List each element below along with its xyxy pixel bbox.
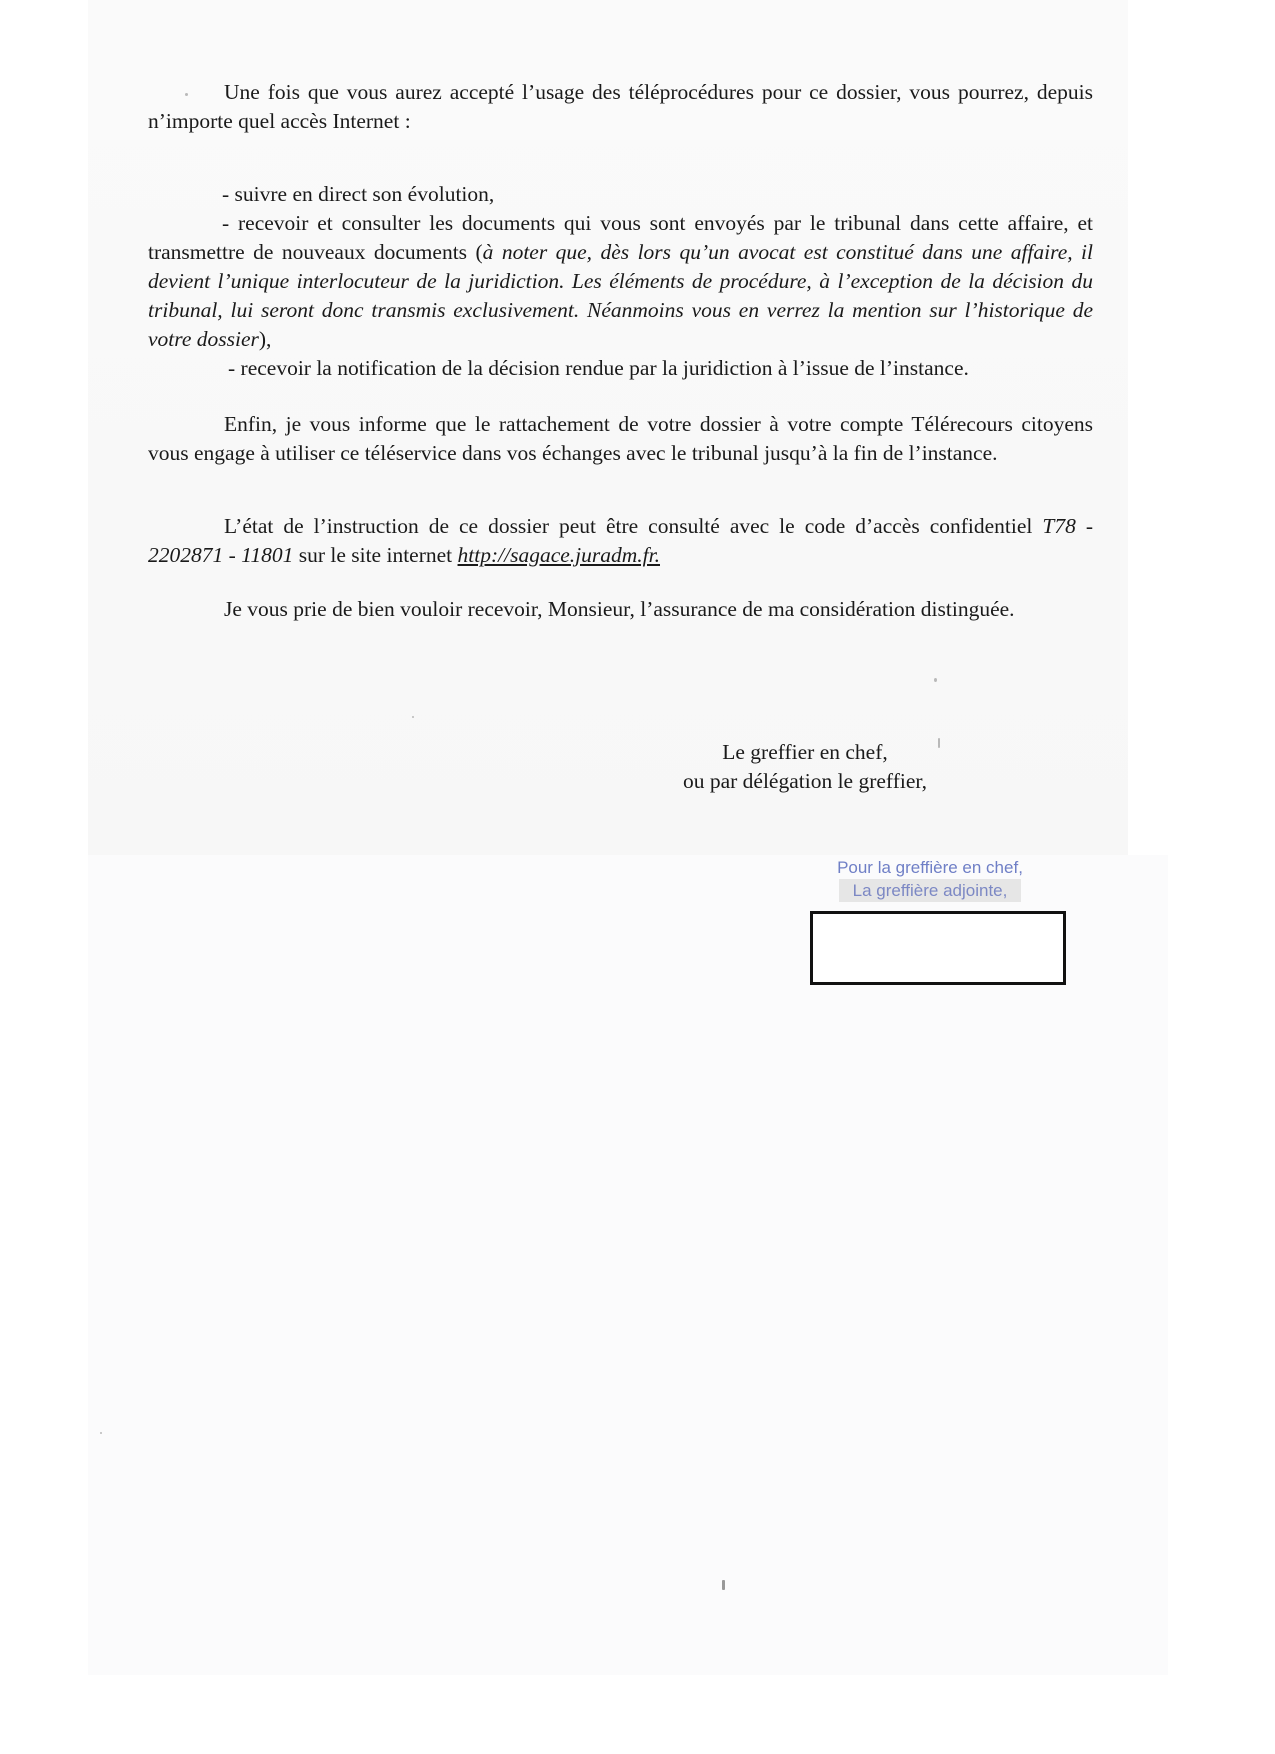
- stamp-line-2: La greffière adjointe,: [839, 879, 1022, 902]
- scan-speck: [934, 678, 937, 682]
- scan-speck: [100, 1432, 102, 1434]
- letter-body: [148, 78, 1093, 624]
- paragraph-access-code: [148, 512, 1093, 570]
- scan-speck: [185, 93, 188, 96]
- scan-speck: [722, 1580, 725, 1590]
- paragraph-closing: Je vous prie de bien vouloir recevoir, Monsieur, l’assurance de ma considération distinguée.: [224, 597, 1015, 621]
- sagace-link[interactable]: http://sagace.juradm.fr.: [457, 543, 660, 567]
- redacted-signature-box: [810, 911, 1066, 985]
- scan-speck: [938, 738, 940, 748]
- signature-block: [545, 738, 1065, 796]
- list-item-documents: [148, 209, 1093, 354]
- access-code: T78 - 2202871 - 11801: [148, 514, 1093, 567]
- list-item-documents-end: ),: [258, 327, 272, 351]
- paragraph-telerecours: Enfin, je vous informe que le rattachement de votre dossier à votre compte Télérecours citoyens vous engage à utiliser ce téléservice dans vos échanges avec le tribunal jusqu’à la fin de l’instance.: [148, 412, 1093, 465]
- access-code-mid: sur le site internet: [293, 543, 458, 567]
- access-code-intro: L’état de l’instruction de ce dossier peut être consulté avec le code d’accès confidentiel: [224, 514, 1043, 538]
- list-item-follow: - suivre en direct son évolution,: [222, 182, 495, 206]
- stamp-line-1: Pour la greffière en chef,: [837, 858, 1023, 877]
- paragraph-teleprocedures: Une fois que vous aurez accepté l’usage des téléprocédures pour ce dossier, vous pourrez, depuis n’importe quel accès Internet :: [148, 80, 1093, 133]
- lawyer-note: à noter que, dès lors qu’un avocat est constitué dans une affaire, il devient l’unique interlocuteur de la juridiction. Les éléments de procédure, à l’exception de la décision du tribunal, lui seront donc transmis exclusivement. Néanmoins vous en verrez la mention sur l’historique de votre dossier: [148, 240, 1093, 351]
- list-item-notification: - recevoir la notification de la décision rendue par la juridiction à l’issue de l’instance.: [228, 356, 969, 380]
- scan-speck: [412, 716, 414, 718]
- list-item-documents-text: - recevoir et consulter les documents qui vous sont envoyés par le tribunal dans cette affaire, et transmettre de nouveaux documents (: [148, 211, 1093, 264]
- signature-delegation: ou par délégation le greffier,: [682, 769, 928, 793]
- signature-title: Le greffier en chef,: [722, 740, 888, 764]
- stamp: [800, 856, 1060, 902]
